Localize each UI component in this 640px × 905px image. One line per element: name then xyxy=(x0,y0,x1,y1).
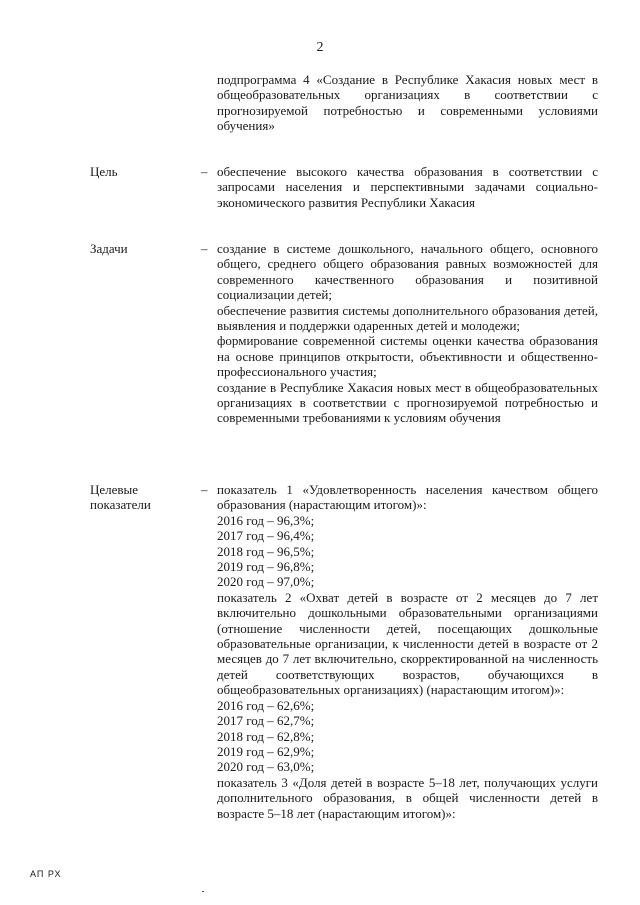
task-item: создание в системе дошкольного, начального общего, основного общего, среднего общего образования равных возможностей для современного качественного образования и позитивной социализации детей; xyxy=(217,241,598,303)
indicator-2-value: 2017 год – 62,7%; xyxy=(217,713,315,729)
scan-speck xyxy=(202,891,204,892)
task-item: обеспечение развития системы дополнительного образования детей, выявления и поддержки одаренных детей и молодежи; xyxy=(217,302,598,334)
goal-dash: – xyxy=(201,164,208,179)
indicator-3-title: показатель 3 «Доля детей в возрасте 5–18 лет, получающих услуги дополнительного образования, в общей численности детей в возрасте 5–18 лет (нарастающим итогом)»: xyxy=(217,774,598,821)
indicator-2-value: 2016 год – 62,6%; xyxy=(217,697,315,713)
targets-dash: – xyxy=(201,482,208,497)
tasks-content xyxy=(217,241,598,426)
indicator-1-value: 2019 год – 96,8%; xyxy=(217,559,315,575)
subprogram-intro-block xyxy=(217,72,598,134)
task-item: формирование современной системы оценки качества образования на основе принципов открытости, объективности и общественно-профессионального участия; xyxy=(217,333,598,380)
targets-content xyxy=(217,482,598,821)
indicator-1-title: показатель 1 «Удовлетворенность населения качеством общего образования (нарастающим итогом)»: xyxy=(217,482,598,513)
indicator-1-value: 2016 год – 96,3%; xyxy=(217,512,315,528)
indicator-1-value: 2020 год – 97,0%; xyxy=(217,574,315,590)
subprogram-intro-text: подпрограмма 4 «Создание в Республике Хакасия новых мест в общеобразовательных организациях в соответствии с прогнозируемой потребностью и современными условиями обучения» xyxy=(217,72,598,134)
indicator-2-value: 2018 год – 62,8%; xyxy=(217,728,315,744)
indicator-1-value: 2017 год – 96,4%; xyxy=(217,528,315,544)
targets-label-line2: показатели xyxy=(90,497,151,513)
targets-label-line1: Целевые xyxy=(90,482,139,497)
page-number: 2 xyxy=(316,40,324,55)
indicator-2-title: показатель 2 «Охват детей в возрасте от 2 месяцев до 7 лет включительно дошкольными образовательными организациями (отношение численности детей, посещающих дошкольные образовательные организации, к численности детей в возрасте от 2 месяцев до 7 лет включительно, скорректированной на численность детей соответствующих возрастов, обучающихся в общеобразовательных организациях) (нарастающим итогом)»: xyxy=(217,589,598,698)
footer-mark: АП РХ xyxy=(30,869,62,879)
goal-text: обеспечение высокого качества образования в соответствии с запросами населения и перспективными задачами социально-экономического развития Республики Хакасия xyxy=(217,164,598,210)
goal-content xyxy=(217,164,598,210)
targets-label xyxy=(90,482,151,513)
indicator-2-value: 2020 год – 63,0%; xyxy=(217,759,315,775)
tasks-label: Задачи xyxy=(90,241,128,256)
tasks-dash: – xyxy=(201,241,208,256)
task-item: создание в Республике Хакасия новых мест в общеобразовательных организациях в соответствии с прогнозируемой потребностью и современными требованиями к условиям обучения xyxy=(217,379,598,426)
indicator-2-value: 2019 год – 62,9%; xyxy=(217,743,315,759)
goal-label: Цель xyxy=(90,164,118,179)
indicator-1-value: 2018 год – 96,5%; xyxy=(217,543,315,559)
